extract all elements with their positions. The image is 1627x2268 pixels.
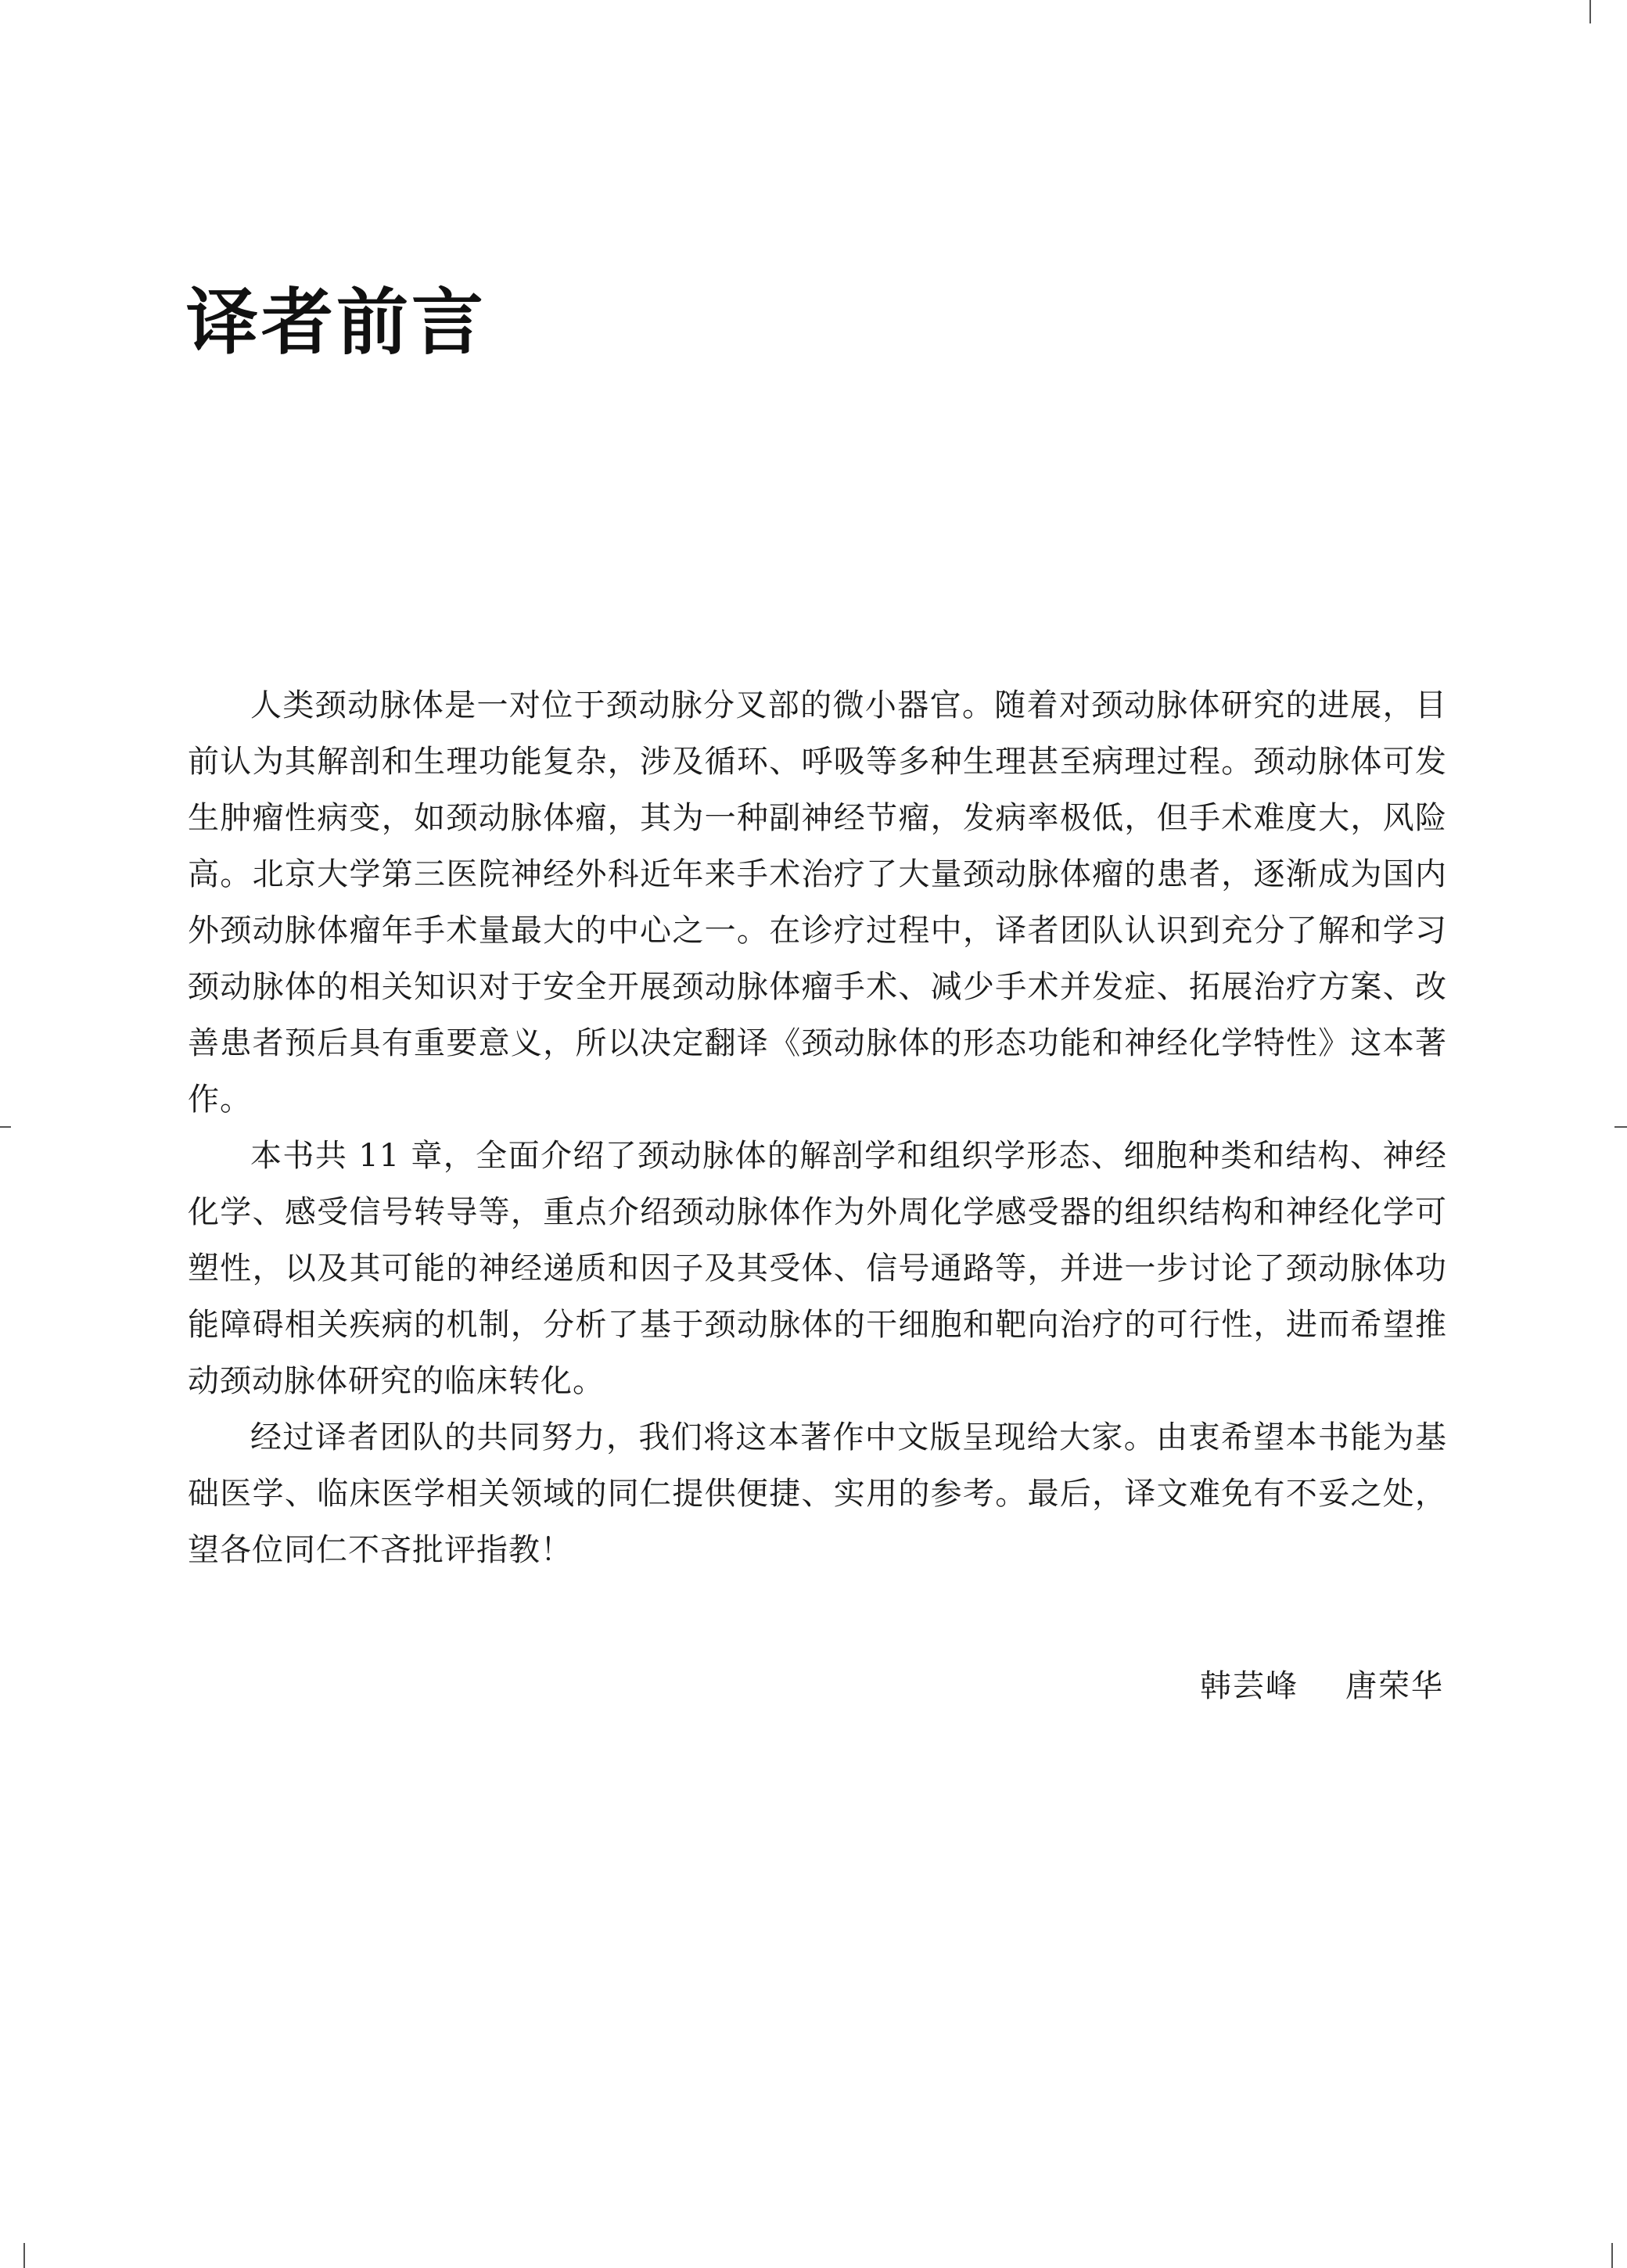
crop-mark-bottom-right xyxy=(1611,2243,1613,2268)
preface-body xyxy=(188,677,1447,1578)
crop-mark-right xyxy=(1614,1126,1627,1128)
translator-name-2: 唐荣华 xyxy=(1345,1668,1444,1704)
paragraph-2: 本书共 11 章，全面介绍了颈动脉体的解剖学和组织学形态、细胞种类和结构、神经化学、感受信号转导等，重点介绍颈动脉体作为外周化学感受器的组织结构和神经化学可塑性，以及其可能的神经递质和因子及其受体、信号通路等，并进一步讨论了颈动脉体功能障碍相关疾病的机制，分析了基于颈动脉体的干细胞和靶向治疗的可行性，进而希望推动颈动脉体研究的临床转化。 xyxy=(188,1138,1447,1399)
paragraph-3: 经过译者团队的共同努力，我们将这本著作中文版呈现给大家。由衷希望本书能为基础医学、临床医学相关领域的同仁提供便捷、实用的参考。最后，译文难免有不妥之处，望各位同仁不吝批评指教！ xyxy=(188,1419,1447,1568)
translator-signature xyxy=(1200,1663,1444,1710)
crop-mark-bottom-left xyxy=(23,2243,25,2268)
paragraph-1: 人类颈动脉体是一对位于颈动脉分叉部的微小器官。随着对颈动脉体研究的进展，目前认为其解剖和生理功能复杂，涉及循环、呼吸等多种生理甚至病理过程。颈动脉体可发生肿瘤性病变，如颈动脉体瘤，其为一种副神经节瘤，发病率极低，但手术难度大，风险高。北京大学第三医院神经外科近年来手术治疗了大量颈动脉体瘤的患者，逐渐成为国内外颈动脉体瘤年手术量最大的中心之一。在诊疗过程中，译者团队认识到充分了解和学习颈动脉体的相关知识对于安全开展颈动脉体瘤手术、减少手术并发症、拓展治疗方案、改善患者预后具有重要意义，所以决定翻译《颈动脉体的形态功能和神经化学特性》这本著作。 xyxy=(188,687,1447,1118)
page-title: 译者前言 xyxy=(186,281,487,364)
translator-name-1: 韩芸峰 xyxy=(1200,1668,1298,1704)
crop-mark-left xyxy=(0,1126,11,1128)
crop-mark-top-right xyxy=(1589,0,1591,23)
